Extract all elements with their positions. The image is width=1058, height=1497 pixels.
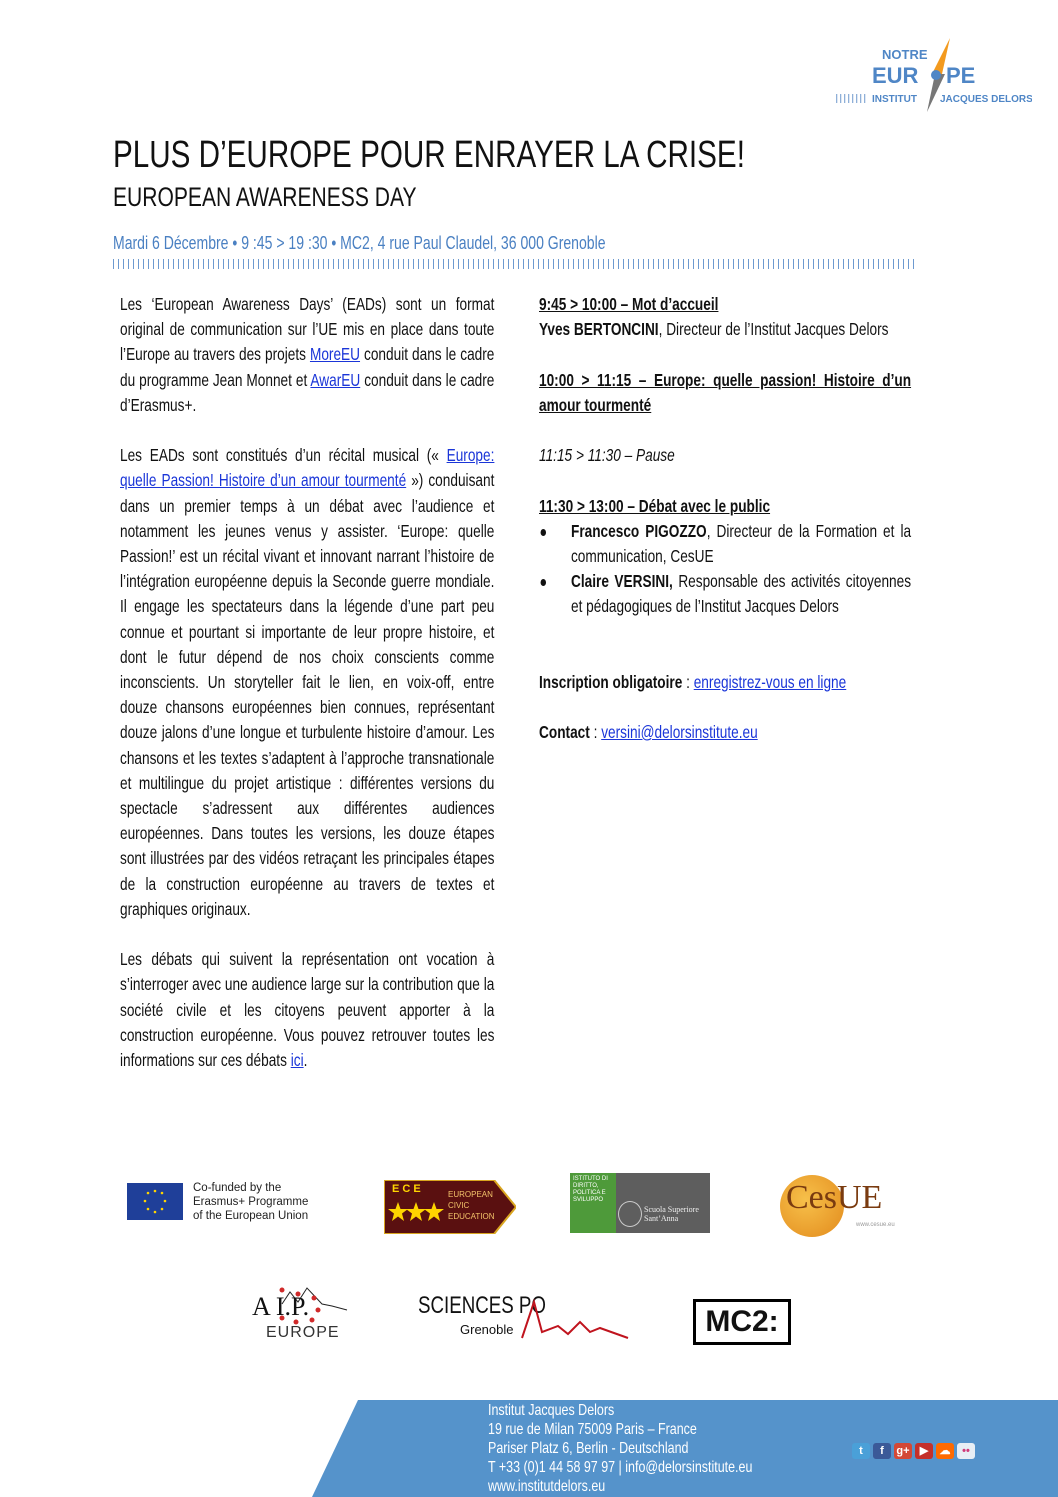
debates-paragraph [120, 947, 494, 1073]
text: Grenoble [460, 1322, 514, 1337]
text: of the European Union [193, 1210, 309, 1222]
speaker-role: Responsable des activités citoyennes et pédagogiques de l’Institut Jacques Delors [570, 571, 912, 617]
speaker-name: Francesco PIGOZZO [570, 520, 707, 541]
text: www.cesue.eu [856, 1222, 895, 1228]
registration-line [539, 670, 911, 695]
text: CesUE [786, 1179, 883, 1216]
speaker-list [539, 519, 911, 620]
text: conduit dans le cadre d’Erasmus+. [120, 369, 495, 415]
text: T +33 (0)1 44 58 97 97 | info@delorsinstitute.eu [488, 1459, 753, 1476]
text: SCIENCES PO [418, 1292, 546, 1319]
awareu-link[interactable]: AwarEU [310, 369, 361, 390]
description-column [120, 292, 494, 1098]
text: www.institutdelors.eu [488, 1478, 606, 1495]
contact-email-link[interactable]: versini@delorsinstitute.eu [601, 721, 758, 742]
seal-icon [618, 1201, 642, 1227]
moreeu-link[interactable]: MoreEU [309, 344, 361, 365]
text: Les ‘European Awareness Days’ (EADs) sont un format original de communication sur l’UE mis en place dans toute l’Europe au travers des projets [120, 294, 495, 365]
google-plus-icon[interactable]: g+ [894, 1443, 912, 1459]
text: Pariser Platz 6, Berlin - Deutschland [488, 1440, 689, 1457]
svg-text:PE: PE [946, 63, 976, 88]
text: ») conduisant dans un premier temps à un débat avec l’audience et notamment les jeunes venus y assister. ‘Europe: quelle Passion!’ est un récital vivant et innovant narrant l’histoire de l’intégration européenne depuis la Seconde guerre mondiale. Il engage les spectateurs dans la légende d’une part peu connue et pourtant si importante de leur propre histoire, et dont le futur dépend de nos choix conscients comme inconscients. Un storyteller fait le lien, en voix-off, entre douze chansons européennes bien connues, représentant douze jalons d’une longue et turbulente histoire d’amour. Les chansons et les textes s’adaptent à l’approche transnationale et multilingue du projet artistique : différentes versions du spectacle s’adressent aux différentes audiences européennes. Dans toutes les versions, les douze étapes sont illustrées par des vidéos retraçant les principales étapes de la construction européenne au travers de textes et graphiques originaux. [120, 470, 495, 919]
intro-paragraph [120, 292, 494, 418]
list-item [539, 569, 911, 619]
tick-divider [113, 259, 918, 269]
contact-line [539, 720, 911, 745]
svg-text:EUR: EUR [872, 63, 919, 88]
label: Contact [539, 721, 590, 742]
text: E C E [392, 1183, 421, 1195]
page-title: PLUS D’EUROPE POUR ENRAYER LA CRISE! [113, 134, 745, 176]
label: Inscription obligatoire [539, 671, 683, 692]
sciences-po-grenoble-logo [418, 1292, 630, 1342]
text: CIVIC [448, 1201, 470, 1210]
text: Scuola Superiore Sant’Anna [644, 1205, 699, 1223]
text: Institut Jacques Delors [488, 1402, 615, 1419]
mc2-logo: MC2: [693, 1299, 791, 1345]
svg-text:JACQUES DELORS: JACQUES DELORS [940, 94, 1032, 105]
debates-link[interactable]: ici [290, 1050, 304, 1071]
text: conduit dans le cadre du programme Jean Monnet et [120, 344, 495, 390]
text: Les EADs sont constitués d’un récital musical (« [120, 445, 447, 466]
text: EUROPE [266, 1324, 340, 1341]
twitter-icon[interactable]: t [852, 1443, 870, 1459]
speaker-name: Yves BERTONCINI [539, 319, 659, 340]
session-heading: 9:45 > 10:00 – Mot d’accueil [539, 294, 719, 314]
list-item [539, 519, 911, 569]
pause-item: 11:15 > 11:30 – Pause [539, 445, 675, 466]
text: 19 rue de Milan 75009 Paris – France [488, 1421, 697, 1438]
session-heading: 11:30 > 13:00 – Débat avec le public [539, 495, 771, 516]
aipe-logo [252, 1284, 348, 1344]
text: : [682, 671, 694, 692]
cesue-logo [780, 1175, 910, 1237]
text: EDUCATION [448, 1212, 495, 1221]
svg-text:INSTITUT: INSTITUT [872, 94, 917, 105]
speaker-name: Claire VERSINI, [570, 571, 673, 592]
sant-anna-logo [570, 1173, 710, 1233]
text: EUROPEAN [448, 1190, 493, 1199]
text: Co-funded by the [193, 1182, 282, 1194]
social-icons [852, 1443, 975, 1459]
text: . [303, 1050, 308, 1071]
ece-logo [384, 1180, 516, 1234]
text: Les débats qui suivent la représentation ont vocation à s’interroger avec une audience large sur la contribution que la société civile et les citoyens peuvent apporter à la construction européenne. Vous pouvez retrouver toutes les informations sur ces débats [120, 949, 495, 1071]
erasmus-logo [127, 1181, 317, 1223]
register-link[interactable]: enregistrez-vous en ligne [693, 671, 847, 692]
text: ISTITUTO DI DIRITTO, POLITICA E SVILUPPO [570, 1173, 616, 1233]
soundcloud-icon[interactable]: ☁ [936, 1443, 954, 1459]
text: Erasmus+ Programme [193, 1196, 309, 1208]
recital-link[interactable]: Europe: quelle Passion! Histoire d’un amour tourmenté [120, 445, 495, 491]
recital-paragraph [120, 443, 494, 922]
notre-europe-logo [832, 34, 1032, 114]
svg-text:NOTRE: NOTRE [882, 47, 928, 62]
facebook-icon[interactable]: f [873, 1443, 891, 1459]
session-heading: 10:00 > 11:15 – Europe: quelle passion! Histoire d’un amour tourmenté [539, 369, 912, 415]
speaker-role: , Directeur de la Formation et la communication, CesUE [570, 520, 912, 566]
footer-address [488, 1401, 752, 1496]
event-dateline: Mardi 6 Décembre • 9 :45 > 19 :30 • MC2, 4 rue Paul Claudel, 36 000 Grenoble [113, 233, 606, 253]
speaker-role: , Directeur de l’Institut Jacques Delors [658, 319, 889, 340]
youtube-icon[interactable]: ▶ [915, 1443, 933, 1459]
text: : [589, 721, 602, 742]
page-subtitle: EUROPEAN AWARENESS DAY [113, 182, 417, 212]
text: A I.P. [252, 1292, 310, 1321]
eu-flag-icon [127, 1183, 183, 1220]
program-column [539, 292, 911, 770]
flickr-icon[interactable]: •• [957, 1443, 975, 1459]
